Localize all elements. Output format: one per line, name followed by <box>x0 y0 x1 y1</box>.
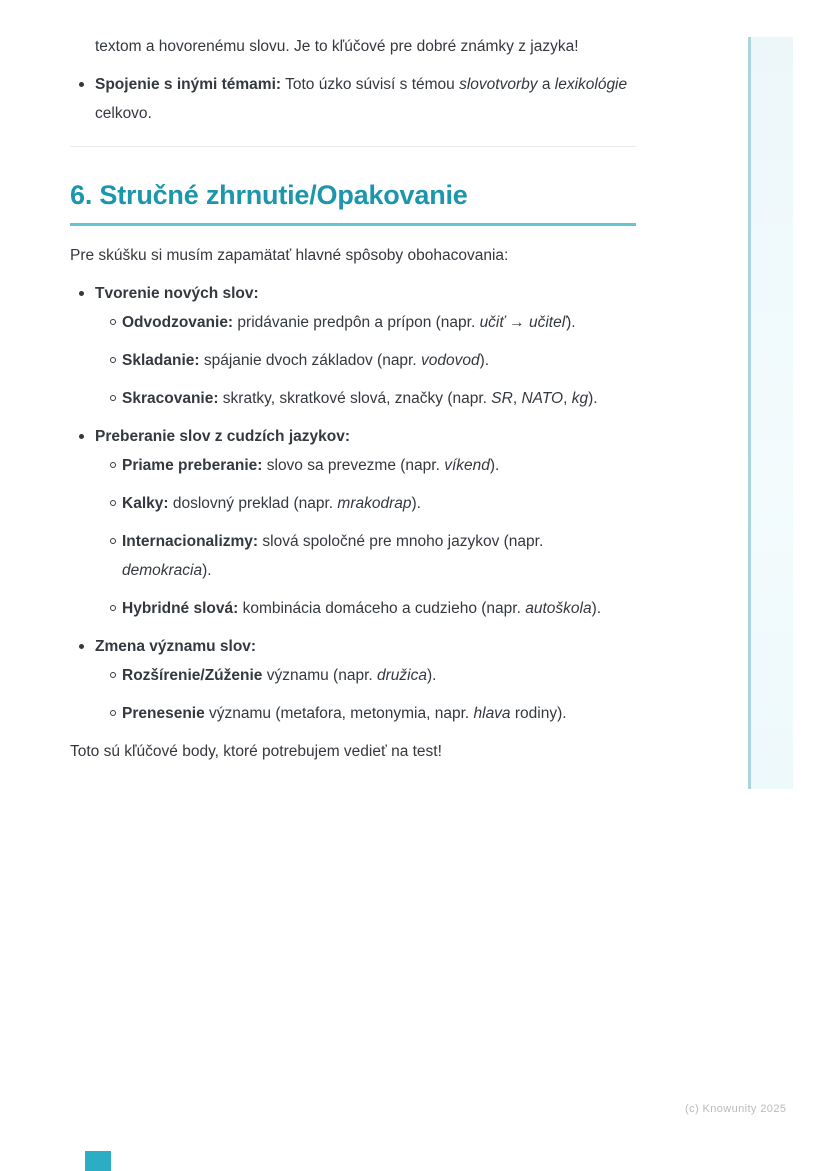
list-group <box>70 632 636 728</box>
list-item-text: Skracovanie: skratky, skratkové slová, značky (napr. SR, NATO, kg). <box>122 390 598 407</box>
list-item <box>70 308 636 337</box>
content-column <box>70 32 636 775</box>
circle-marker-icon <box>110 538 116 544</box>
circle-marker-icon <box>110 605 116 611</box>
circle-marker-icon <box>110 395 116 401</box>
list-item <box>70 384 636 413</box>
list-item-text: Internacionalizmy: slová spoločné pre mnoho jazykov (napr. demokracia). <box>122 533 544 579</box>
list-group <box>70 422 636 623</box>
list-item-text: Odvodzovanie: pridávanie predpôn a prípon (napr. učiť → učiteľ). <box>122 314 576 331</box>
circle-marker-icon <box>110 710 116 716</box>
list-item-text: Rozšírenie/Zúženie významu (napr. družica). <box>122 667 437 684</box>
summary-list <box>70 279 636 728</box>
list-item <box>70 699 636 728</box>
list-item <box>70 451 636 480</box>
list-item <box>70 346 636 375</box>
section-divider <box>70 146 636 147</box>
bullet-item-related-topics <box>70 70 636 128</box>
list-item-text: Prenesenie významu (metafora, metonymia, napr. hlava rodiny). <box>122 705 567 722</box>
list-item-text: Priame preberanie: slovo sa prevezme (napr. víkend). <box>122 457 500 474</box>
circle-marker-icon <box>110 357 116 363</box>
list-item-text: Kalky: doslovný preklad (napr. mrakodrap). <box>122 495 421 512</box>
bullet-marker-icon <box>79 434 84 439</box>
group-title-label: Zmena významu slov: <box>95 638 257 655</box>
footer-credit: (c) Knowunity 2025 <box>685 1103 787 1115</box>
group-title-row <box>70 422 636 451</box>
list-item <box>70 661 636 690</box>
group-title-label: Preberanie slov z cudzích jazykov: <box>95 428 350 445</box>
corner-accent-square <box>85 1151 111 1171</box>
list-item <box>70 594 636 623</box>
lead-paragraph: Pre skúšku si musím zapamätať hlavné spôsoby obohacovania: <box>70 247 509 264</box>
bullet-item-text: Spojenie s inými témami: Toto úzko súvisí s témou slovotvorby a lexikológie celkovo. <box>95 76 628 122</box>
list-item <box>70 527 636 585</box>
circle-marker-icon <box>110 672 116 678</box>
list-item-text: Skladanie: spájanie dvoch základov (napr. vodovod). <box>122 352 490 369</box>
group-title-row <box>70 279 636 308</box>
side-strip-decoration <box>748 37 793 789</box>
group-title-label: Tvorenie nových slov: <box>95 285 259 302</box>
closing-line: Toto sú kľúčové body, ktoré potrebujem vedieť na test! <box>70 743 442 760</box>
group-title-row <box>70 632 636 661</box>
list-group <box>70 279 636 413</box>
circle-marker-icon <box>110 462 116 468</box>
section-heading: 6. Stručné zhrnutie/Opakovanie <box>70 178 636 226</box>
circle-marker-icon <box>110 500 116 506</box>
intro-continuation-line: textom a hovorenému slovu. Je to kľúčové pre dobré známky z jazyka! <box>95 38 579 55</box>
bullet-marker-icon <box>79 82 84 87</box>
bullet-marker-icon <box>79 291 84 296</box>
list-item <box>70 489 636 518</box>
list-item-text: Hybridné slová: kombinácia domáceho a cudzieho (napr. autoškola). <box>122 600 602 617</box>
bullet-marker-icon <box>79 644 84 649</box>
circle-marker-icon <box>110 319 116 325</box>
